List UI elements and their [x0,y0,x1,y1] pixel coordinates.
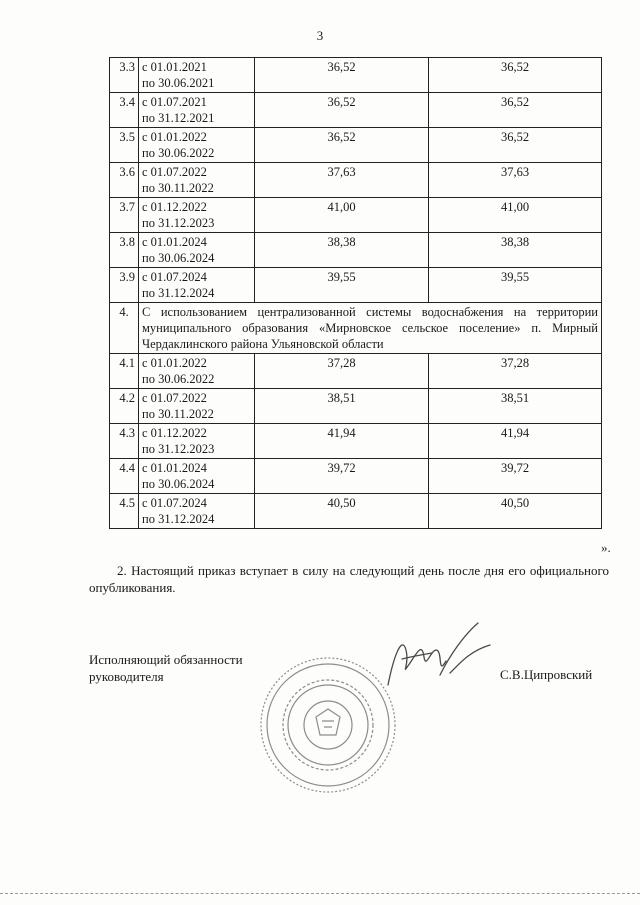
period-cell [139,354,255,389]
clause-2: 2. Настоящий приказ вступает в силу на следующий день после дня его официального опубликования. [89,563,609,595]
tariff-value-2: 37,63 [500,165,530,179]
tariff-value-cell-2 [429,198,602,233]
tariff-value-cell-2 [429,163,602,198]
row-number-cell [110,424,139,459]
period-from: с 01.01.2024 [142,461,207,475]
table-row [110,233,602,268]
table-row [110,389,602,424]
tariff-value-cell-1 [255,198,429,233]
period-from: с 01.01.2024 [142,235,207,249]
tariff-value-cell-1 [255,459,429,494]
period-cell [139,93,255,128]
row-number: 3.6 [119,165,135,179]
section-title: С использованием централизованной системы водоснабжения на территории муниципального образования «Мирновское сельское поселение» п. Мирный Чердаклинского района Ульяновской области [139,303,602,354]
tariff-value-2: 37,28 [500,356,530,370]
tariff-value-cell-1 [255,58,429,93]
table-row [110,494,602,529]
tariff-value-cell-2 [429,93,602,128]
tariff-rows-section-4 [110,354,602,529]
tariff-value-cell-2 [429,389,602,424]
tariff-value-cell-1 [255,233,429,268]
tariff-value-1: 36,52 [327,130,356,144]
tariff-value-cell-2 [429,58,602,93]
period-from: с 01.07.2022 [142,165,207,179]
row-number-cell [110,93,139,128]
tariff-value-1: 39,55 [327,270,356,284]
tariff-value-1: 41,94 [327,426,356,440]
tariff-value-cell-1 [255,494,429,529]
row-number: 3.8 [119,235,135,249]
signer-title [89,651,243,685]
period-cell [139,424,255,459]
tariff-value-2: 41,00 [500,200,530,214]
row-number: 4.2 [119,391,135,405]
tariff-value-cell-2 [429,354,602,389]
row-number: 4.5 [119,496,135,510]
period-to: по 31.12.2023 [142,442,215,456]
row-number-cell [110,58,139,93]
row-number-cell [110,354,139,389]
period-from: с 01.07.2021 [142,95,207,109]
period-from: с 01.01.2022 [142,130,207,144]
period-cell [139,198,255,233]
table-row [110,268,602,303]
period-from: с 01.07.2024 [142,496,207,510]
row-number: 3.4 [119,95,135,109]
row-number-cell [110,268,139,303]
period-cell [139,128,255,163]
period-from: с 01.01.2022 [142,356,207,370]
tariff-value-1: 37,28 [327,356,356,370]
period-cell [139,494,255,529]
page-number: 3 [316,28,324,43]
period-to: по 30.06.2022 [142,372,215,386]
tariff-value-cell-2 [429,233,602,268]
official-seal-icon [258,655,398,795]
row-number: 3.9 [119,270,135,284]
table-row [110,198,602,233]
tariff-value-cell-2 [429,424,602,459]
table-row [110,58,602,93]
tariff-value-1: 36,52 [327,60,356,74]
row-number: 4.4 [119,461,135,475]
row-number: 3.5 [119,130,135,144]
period-from: с 01.12.2022 [142,200,207,214]
period-to: по 30.06.2021 [142,76,215,90]
tariff-value-2: 41,94 [500,426,530,440]
period-cell [139,163,255,198]
tariff-value-cell-1 [255,93,429,128]
tariff-value-cell-1 [255,163,429,198]
row-number: 3.7 [119,200,135,214]
section-number: 4. [110,303,139,354]
period-from: с 01.12.2022 [142,426,207,440]
tariff-value-2: 38,38 [500,235,530,249]
tariff-rows-section-3 [110,58,602,303]
tariff-value-1: 39,72 [327,461,356,475]
tariff-value-cell-1 [255,389,429,424]
row-number: 3.3 [119,60,135,74]
tariff-value-1: 38,38 [327,235,356,249]
period-to: по 31.12.2024 [142,286,215,300]
tariff-value-cell-2 [429,268,602,303]
period-to: по 30.06.2024 [142,477,215,491]
tariff-value-2: 36,52 [500,130,530,144]
table-row [110,424,602,459]
table-row [110,93,602,128]
row-number-cell [110,128,139,163]
period-cell [139,58,255,93]
tariff-value-1: 40,50 [327,496,356,510]
tariff-value-cell-2 [429,128,602,163]
table-row [110,459,602,494]
tariff-value-2: 40,50 [500,496,530,510]
scan-edge-line [0,893,640,894]
period-to: по 30.06.2022 [142,146,215,160]
tariff-value-cell-1 [255,424,429,459]
tariff-value-2: 36,52 [500,95,530,109]
period-from: с 01.01.2021 [142,60,207,74]
table-row [110,354,602,389]
period-from: с 01.07.2024 [142,270,207,284]
tariff-value-1: 37,63 [327,165,356,179]
signature-icon [380,615,500,695]
period-to: по 30.06.2024 [142,251,215,265]
tariff-value-2: 39,72 [500,461,530,475]
period-to: по 31.12.2023 [142,216,215,230]
tariff-value-cell-1 [255,128,429,163]
period-to: по 30.11.2022 [142,181,214,195]
tariff-value-cell-2 [429,459,602,494]
period-cell [139,459,255,494]
row-number-cell [110,389,139,424]
row-number-cell [110,494,139,529]
period-to: по 30.11.2022 [142,407,214,421]
tariff-value-2: 36,52 [500,60,530,74]
signer-name: С.В.Ципровский [500,667,593,682]
table-row [110,163,602,198]
tariff-table [109,57,602,529]
period-cell [139,233,255,268]
period-from: с 01.07.2022 [142,391,207,405]
row-number-cell [110,163,139,198]
tariff-value-cell-1 [255,268,429,303]
closing-quote: ». [601,540,611,555]
tariff-value-1: 41,00 [327,200,356,214]
row-number-cell [110,459,139,494]
tariff-value-1: 38,51 [327,391,356,405]
table-row [110,128,602,163]
period-cell [139,268,255,303]
tariff-value-2: 38,51 [500,391,530,405]
period-to: по 31.12.2021 [142,111,215,125]
signer-title-line-2: руководителя [89,669,164,684]
tariff-value-cell-1 [255,354,429,389]
row-number-cell [110,233,139,268]
tariff-value-2: 39,55 [500,270,530,284]
row-number: 4.3 [119,426,135,440]
row-number: 4.1 [119,356,135,370]
tariff-value-1: 36,52 [327,95,356,109]
tariff-value-cell-2 [429,494,602,529]
signer-title-line-1: Исполняющий обязанности [89,652,243,667]
period-cell [139,389,255,424]
period-to: по 31.12.2024 [142,512,215,526]
section-header [110,303,602,354]
row-number-cell [110,198,139,233]
